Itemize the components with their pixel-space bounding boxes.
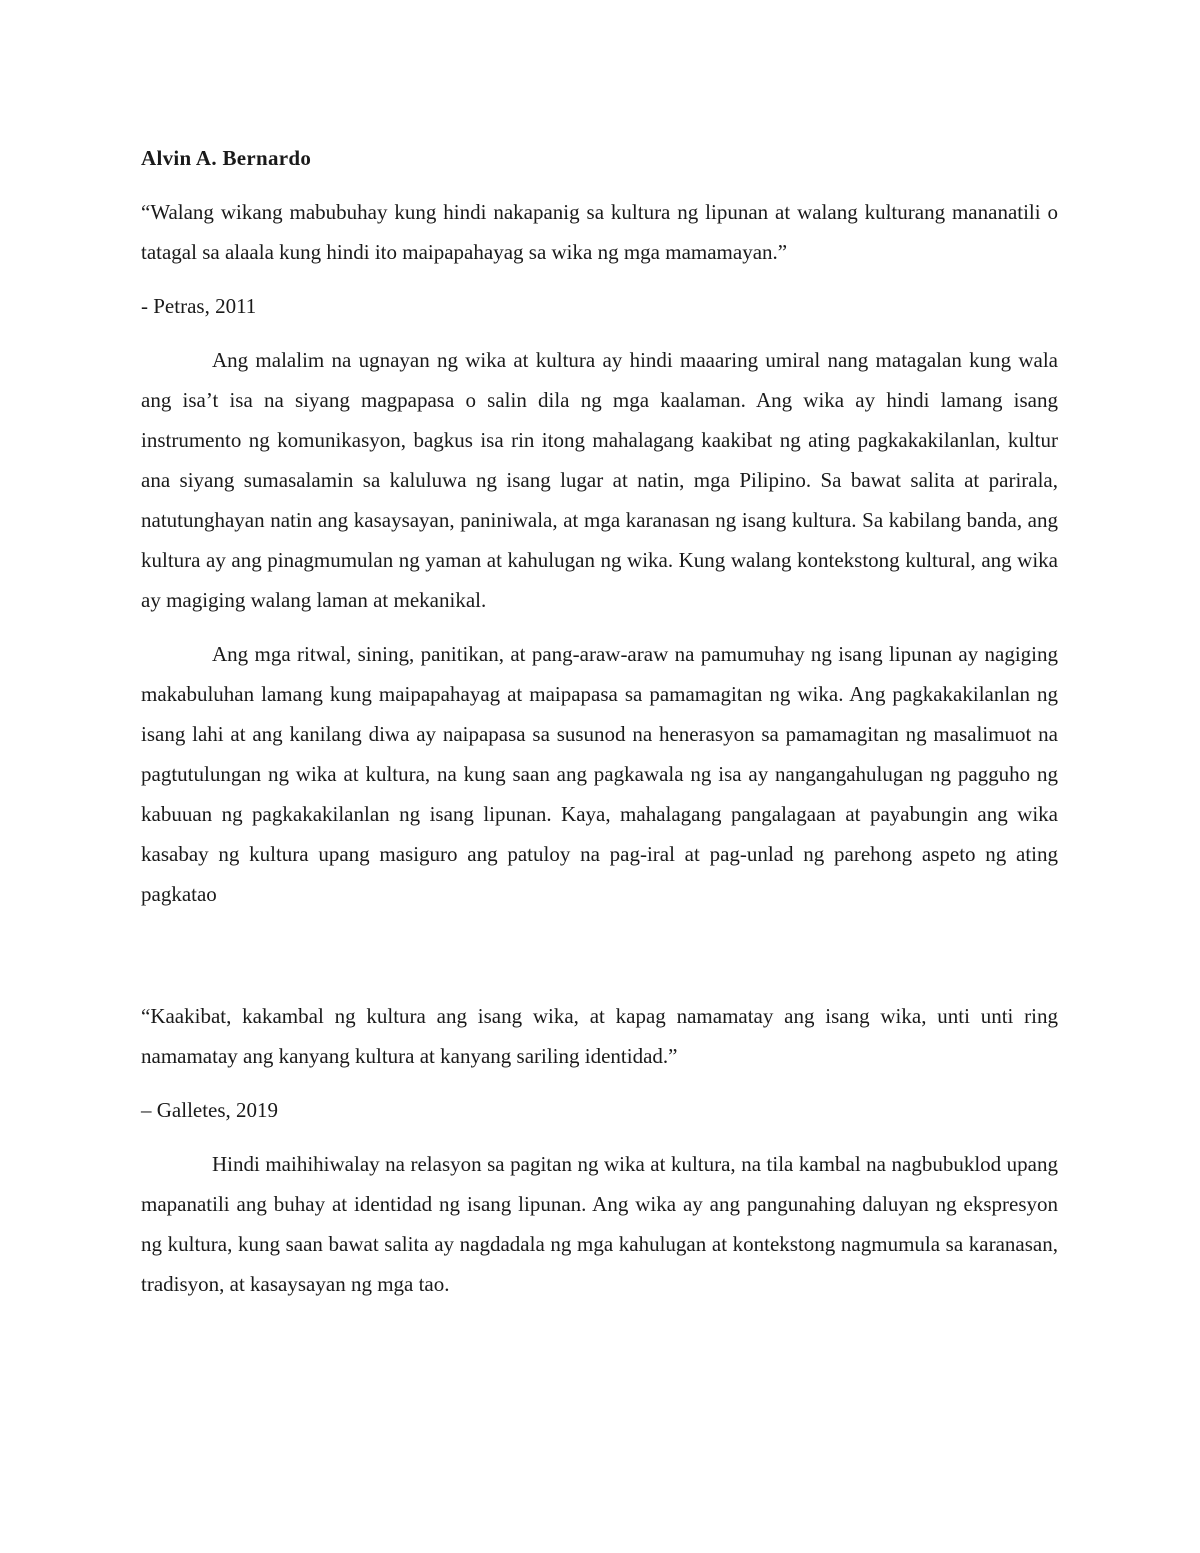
second-quote-citation: – Galletes, 2019: [141, 1098, 279, 1122]
second-quote: “Kaakibat, kakambal ng kultura ang isang wika, at kapag namamatay ang isang wika, unti unti ring namamatay ang kanyang kultura at kanyang sariling identidad.”: [141, 1004, 1058, 1068]
body-paragraph-2: Ang mga ritwal, sining, panitikan, at pang-araw-araw na pamumuhay ng isang lipunan ay nagiging makabuluhan lamang kung maipapahayag at maipapasa sa pamamagitan ng wika. Ang pagkakakilanlan ng isang lahi at ang kanilang diwa ay naipapasa sa susunod na henerasyon sa pamamagitan ng masalimuot na pagtutulungan ng wika at kultura, na kung saan ang pagkawala ng isa ay nangangahulugan ng pagguho ng kabuuan ng pagkakakilanlan ng isang lipunan. Kaya, mahalagang pangalagaan at payabungin ang wika kasabay ng kultura upang masiguro ang patuloy na pag-iral at pag-unlad ng parehong aspeto ng ating pagkatao: [141, 642, 1058, 906]
opening-quote-citation: - Petras, 2011: [141, 294, 257, 318]
author-name: Alvin A. Bernardo: [141, 146, 312, 170]
body-paragraph-1: Ang malalim na ugnayan ng wika at kultura ay hindi maaaring umiral nang matagalan kung wala ang isa’t isa na siyang magpapasa o salin dila ng mga kaalaman. Ang wika ay hindi lamang isang instrumento ng komunikasyon, bagkus isa rin itong mahalagang kaakibat ng ating pagkakakilanlan, kultur ana siyang sumasalamin sa kaluluwa ng isang lugar at natin, mga Pilipino. Sa bawat salita at parirala, natutunghayan natin ang kasaysayan, paniniwala, at mga karanasan ng isang kultura. Sa kabilang banda, ang kultura ay ang pinagmumulan ng yaman at kahulugan ng wika. Kung walang kontekstong kultural, ang wika ay magiging walang laman at mekanikal.: [141, 348, 1058, 612]
document-body: [141, 138, 1058, 1318]
opening-quote: “Walang wikang mabubuhay kung hindi nakapanig sa kultura ng lipunan at walang kulturang mananatili o tatagal sa alaala kung hindi ito maipapahayag sa wika ng mga mamamayan.”: [141, 200, 1058, 264]
section-spacer: [141, 928, 1058, 996]
body-paragraph-3: Hindi maihihiwalay na relasyon sa pagitan ng wika at kultura, na tila kambal na nagbubuklod upang mapanatili ang buhay at identidad ng isang lipunan. Ang wika ay ang pangunahing daluyan ng ekspresyon ng kultura, kung saan bawat salita ay nagdadala ng mga kahulugan at kontekstong nagmumula sa karanasan, tradisyon, at kasaysayan ng mga tao.: [141, 1152, 1058, 1296]
